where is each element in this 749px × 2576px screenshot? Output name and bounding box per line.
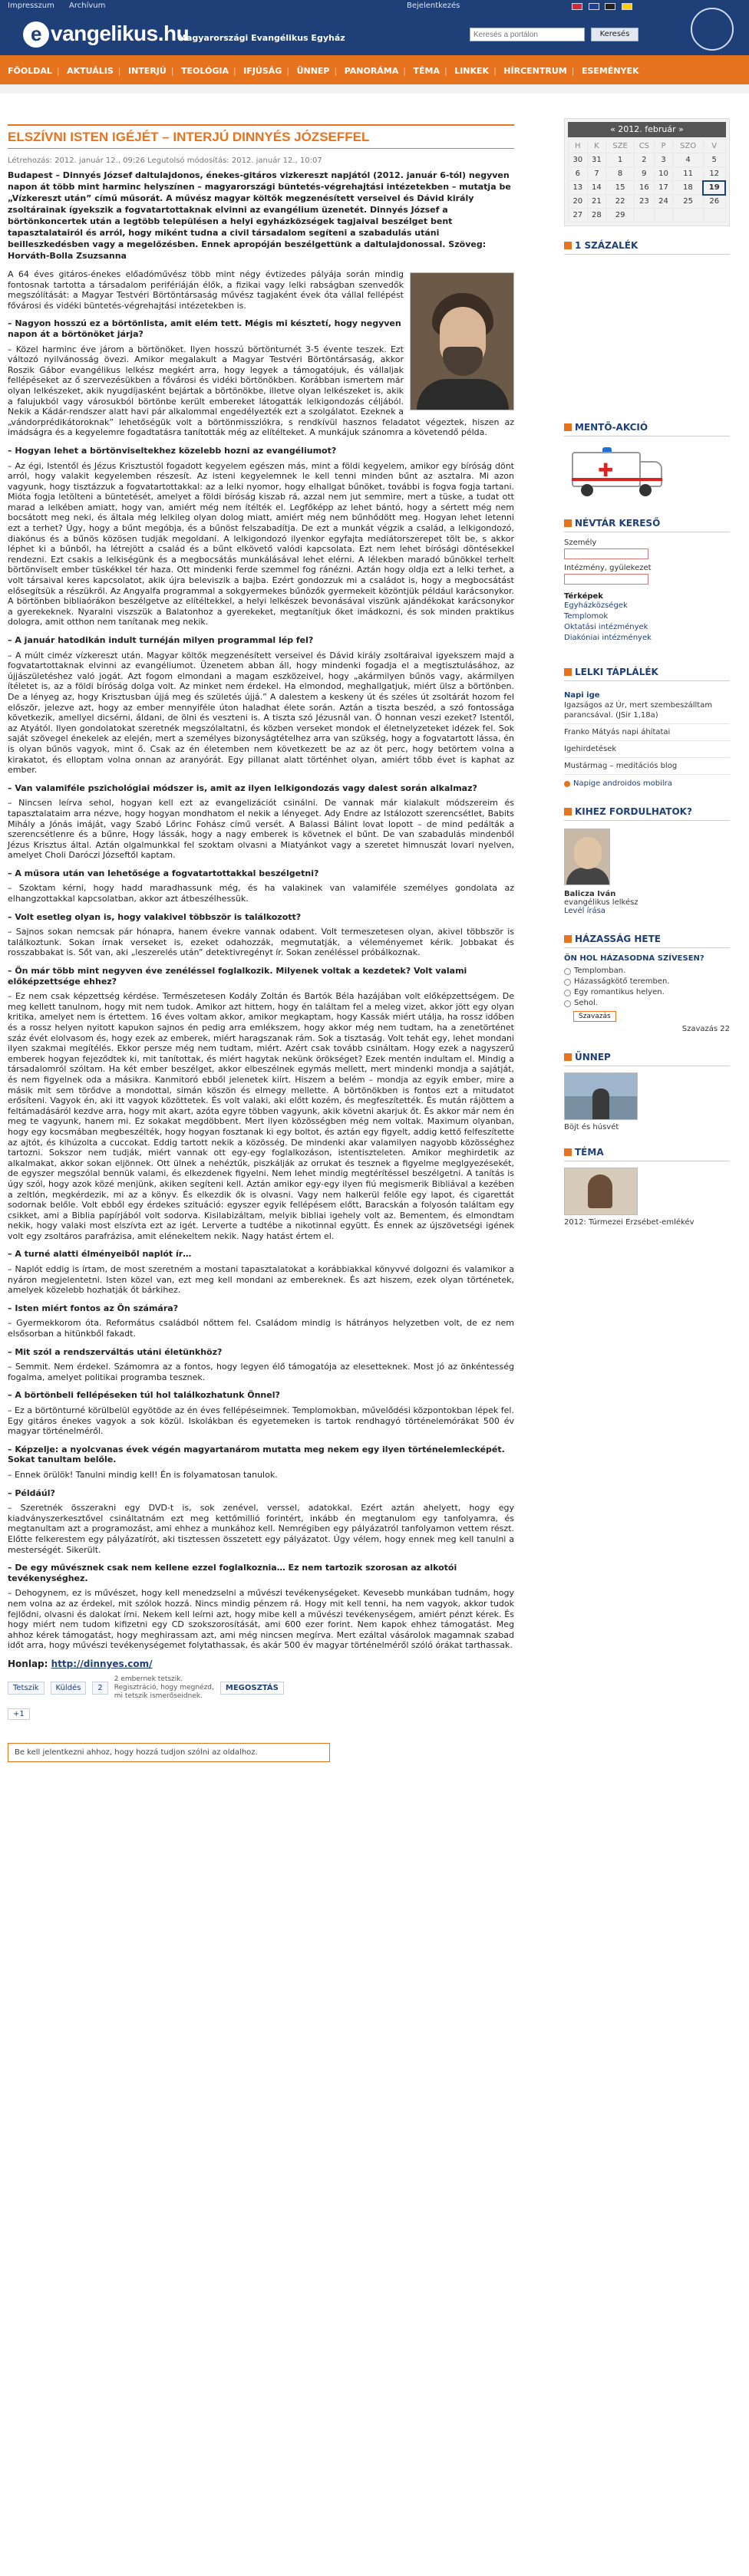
- calendar-day[interactable]: 25: [673, 195, 704, 209]
- terkep-item[interactable]: Oktatási intézmények: [564, 623, 648, 631]
- calendar: [564, 118, 730, 226]
- top-bar: [0, 0, 749, 55]
- radio-icon[interactable]: [564, 990, 571, 996]
- logo-subtitle: Magyarországi Evangélikus Egyház: [178, 33, 345, 43]
- nav-separator: |: [571, 66, 575, 76]
- lelki-entry[interactable]: Igehirdetések: [564, 741, 730, 758]
- calendar-day[interactable]: 13: [569, 181, 588, 195]
- flag-en-icon[interactable]: [589, 3, 599, 10]
- pastor-role: evangélikus lelkész: [564, 898, 638, 907]
- interview-paragraph: – Szeretnék összerakni egy DVD-t is, sok zenével, verssel, adatokkal. Ezért aztán ahelyett, hogy egy kiadványszerkesztővel csináltatnám ezt meg kettőmillió forintért, inkább én megtanulom egy tanfolyamra, és megtanultam azt a programozást, ami ehhez a munkához kell. Nemrégiben egy pályázatról tanfolyamon vettem részt. Előtte felkerestem egy pályázatírót, aki tisztessen összetett egy pályázatot. Úgy vélem, hogy ennek meg kell tanulni a mesterségét. Sikerült.: [8, 1503, 514, 1555]
- calendar-day[interactable]: 9: [635, 167, 655, 181]
- szemely-label: Személy: [564, 539, 597, 547]
- heading-bullet-icon: [564, 519, 572, 527]
- homepage-label: Honlap:: [8, 1658, 48, 1669]
- nav-shadow-strip: [0, 84, 749, 94]
- poll-option[interactable]: [564, 977, 730, 987]
- nav-separator: |: [403, 66, 406, 76]
- write-letter-link[interactable]: Levél írása: [564, 907, 605, 915]
- share-row: [8, 1675, 514, 1701]
- interview-paragraph: – Ez nem csak képzettség kérdése. Természetesen Kodály Zoltán és Bartók Béla hazájában volt előképzettségem. De meg kellett tanulnom, hogy mit nem tudok. Amikor azt hittem, hogy én találtam fel a meleg vizet, akkor jött egy olyan kritika, amelyet nem is értettem. 16 éves voltam akkor, amikor megkaptam, hogy Kassák miért utálja, ha rossz időben és a rossz helyen nyitott kapukon sajnos én pedig arra emlékszem, hogy akkor még nem tudtam, ha a zenetörténet száz évét elolvasom és, hogy ezek az emberek, miért haragszanak rám. Sok a tisztaság. Volt tehát egy, lehet mondani ilyen szakmai megítélés. Ekkor persze még nem tudtam, miért. Azért csak tovább csináltam. Hogy ezek a nagyszerű emberek hogyan fejeződtek ki, mit tanítottak, és miért hagytak nekünk örökséget? Ezek mentén indultam el. Mindig a társadalomról szóltam. Ha két ember beszélget, akkor elbeszélnek egymás mellett, mert mindenki mondja a sajátját, és nem figyelnek oda a másikra. Kanmitoró ebből jelenetek kiírt. Hiszem a belém – mondja az egyik ember, mire a másik mit sem törődve a mondottal, simán köszön és elmegy mellette. A börtönökben is fontos ezt a mitudatot erősíteni. Vagyok én, aki itt vagyok közöttetek. És volt valaki, aki előtt kozém, és megfeszítették. És mután rájöttem a feltámadásáról kezdve arra, hogy mit akart, azóta egyre többen vagyunk, akik követni akarjuk őt. És akkor már nem én meg te vagyunk, hanem mi. Ez sokakat megdöbbent. Mert ilyen közösségben még nem voltak. Maximum olyanban, hogy egy kocsmában megbeszélték, hogy hogyan fosztanak ki egy boltot, és aztán egy figyelt, addig kettő felfeszítette az ajtót, és kihúzolta a cuccokat. Eddig tartott nekik a közösség. De mindenki akar valamilyen nagyobb közösséghez tartozni. Sokszor nem tudják, miért vannak ott egy-egy foglalkozáson, istentiszteleten. Amikor meghirdetik az alkalmakat, akkor sokan eljönnek. Ott ülnek a nehéztűk, piszkálják az orrukat és tesznek a figyelme meglgyezésekét, de egyszer megszólal bennük valami, és elkezdenek figyelni. Nem lehet mindig megtérítéssel beszélgetni. A tanítás is úgy szól, hogy azok közé menjünk, akiken segíteni kell. Aztán amikor egy-egy ilyen fiú megismerik Bibliával a kezében a zeltlón, megkérdezik, mi az a könyv. És elkezdik ők is olvasni. Vagy nem halkerül felőle egy lapot, és cigarettát sodornak belőle. Volt ebből egy érdekes szituáció: egyszer egyik fellépésem előtt, Baracskán a folyosón találtam egy csikket, ami a Biblia papírjából volt sodorva. Kisilabizáltam, melyik bibliai igehely volt az. Bementem, és elmondtam nekik, hogy valaki most elszívta ezt az igét. Lerverte a tudtébe a nikotinnal együtt. És ennek az újszövetségi igének volt egy zsoltáros parafrázisa, amit elénekeltem nekik. Nagy hatást értem el.: [8, 991, 514, 1241]
- interview-question: – Isten miért fontos az Ön számára?: [8, 1303, 179, 1313]
- logo-e-icon: e: [23, 21, 49, 48]
- poll-option[interactable]: [564, 998, 730, 1009]
- search-button[interactable]: Keresés: [591, 28, 638, 41]
- main-nav: [0, 55, 749, 84]
- terkep-item[interactable]: Templomok: [564, 612, 609, 621]
- calendar-day: [703, 209, 725, 222]
- szemely-input[interactable]: [564, 548, 648, 559]
- interview-question: – Hogyan lehet a börtönviseltekhez közelebb hozni az evangéliumot?: [8, 445, 337, 456]
- article-meta: Létrehozás: 2012. január 12., 09:26 Legutolsó módosítás: 2012. január 12., 10:07: [8, 156, 322, 165]
- send-button[interactable]: Küldés: [51, 1682, 87, 1695]
- interview-question: – A műsora után van lehetősége a fogvatartottakkal beszélgetni?: [8, 868, 319, 878]
- interview-question: – A börtönbeli fellépéseken túl hol találkozhatunk Önnel?: [8, 1390, 280, 1401]
- calendar-day[interactable]: 11: [673, 167, 704, 181]
- vote-button[interactable]: Szavazás: [573, 1011, 616, 1022]
- calendar-day[interactable]: 15: [606, 181, 635, 195]
- nav-separator: |: [233, 66, 236, 76]
- calendar-day[interactable]: 5: [703, 153, 725, 167]
- intezmeny-label: Intézmény, gyülekezet: [564, 564, 652, 572]
- poll-option-label: Sehol.: [574, 999, 598, 1007]
- kihez-title: KIHEZ FORDULHATOK?: [575, 806, 692, 817]
- android-app-label: Napige androidos mobilra: [573, 779, 672, 788]
- language-flags: [572, 2, 635, 12]
- plus-one-button[interactable]: +1: [8, 1708, 30, 1720]
- interview-paragraph: – Szoktam kérni, hogy hadd maradhassunk még, és ha valakinek van valamiféle személyes gondolata az elhangzottakkal kapcsolatban, akkor azt átbeszélhessük.: [8, 883, 514, 904]
- sidebar-rule: [564, 680, 730, 681]
- napi-ige-entry[interactable]: [564, 687, 730, 724]
- calendar-day[interactable]: 2: [635, 153, 655, 167]
- calendar-day[interactable]: 20: [569, 195, 588, 209]
- tema-heading: [564, 1147, 730, 1158]
- calendar-day: [654, 209, 673, 222]
- heading-bullet-icon: [564, 808, 572, 815]
- heading-bullet-icon: [564, 242, 572, 249]
- calendar-day[interactable]: 12: [703, 167, 725, 181]
- interview-question: – Mit szól a rendszerváltás utáni életünkhöz?: [8, 1346, 223, 1357]
- android-icon: [564, 781, 570, 787]
- login-link[interactable]: Bejelentkezés: [407, 2, 460, 10]
- interview-question: – Nagyon hosszú ez a börtönlista, amit elém tett. Mégis mi késztetí, hogy negyven napon át a börtönöket járja?: [8, 318, 401, 339]
- poll-option-label: Egy romantikus helyen.: [574, 988, 665, 996]
- calendar-day[interactable]: 29: [606, 209, 635, 222]
- poll-option[interactable]: [564, 966, 730, 977]
- tema-title: TÉMA: [575, 1147, 604, 1158]
- article: [8, 124, 514, 1762]
- calendar-day[interactable]: 19: [703, 181, 725, 195]
- calendar-day[interactable]: 31: [587, 153, 606, 167]
- terkep-item[interactable]: Diakóniai intézmények: [564, 634, 652, 642]
- radio-icon[interactable]: [564, 1000, 571, 1007]
- poll-question: ÖN HOL HÁZASODNA SZÍVESEN?: [564, 954, 704, 963]
- terkepek-label: Térképek: [564, 592, 603, 601]
- wheel-icon: [581, 484, 593, 496]
- sidebar-rule: [564, 254, 730, 255]
- interview-paragraph: – Ennek örülök! Tanulni mindig kell! Én is folyamatosan tanulok.: [8, 1469, 278, 1480]
- interview-paragraph: – Nincsen leírva sehol, hogyan kell ezt az evangelizációt csinálni. De vannak már kialakult módszereim és tapasztalataim arra nézve, hogy hogyan mondhatom el nekik a lényeget. Ady Endre az Istálozott szerencsétlet, Babits Mihály a Jónás imáját, vagy Szabó Lőrinc Fohász című versét. A Balassi Bálint lovat lopott – de mind pedálták a szerencsétlenre és a bűnre, Hogy lássák, hogy a nagy emberek is követnek el bűnt. De van szabadulás mindenből Jézus Krisztus által. Aztán olgalmunkkal fel szoktam olvasni a Miatyánkot vagy a szeretet himnuszát lovari nyelven, amelyet Choli Daróczi Józseftől kaptam.: [8, 798, 514, 861]
- interview-paragraph: – Közel harminc éve járom a börtönöket. Ilyen hosszú börtönturnét 3-5 évente teszek. Ezt változó nyilvánosság övezi. Amikor megalakult a Magyar Testvéri Börtöntársaság, akkor Roszik Gábor evangélikus lelkész megkért arra, hogy legyek a támogatójuk, és vállaljak fellépéseket az ő szervezésükben a fővárosi és vidéki börtönökben. Korábban ismertem már olyan lelkészeket, akik nyugdíjasként bejártak a börtönökbe, illetve olyan lelkészeket is, akik a falujukból vagy városukból börtönbe került embereket látogatták lelkigondozás céljából. Nekik a Kádár-rendszer alatt havi pár alkalommal engedélyezték ezt a szolgálatot. Ezeknek a „vándorprédikátoroknak” lehetőségük volt a börtönmissziókra, s rendkívül hasznos feladatot végeztek, hiszen az imádságra és a kegyelemre fogadtatásra tanították még az elítélteket. A munkájuk szánomra a követendő példa.: [8, 344, 514, 438]
- nav-separator: |: [493, 66, 497, 76]
- calendar-day[interactable]: 6: [569, 167, 588, 181]
- pastor-name: Balicza Iván: [564, 890, 616, 898]
- calendar-day[interactable]: 17: [654, 181, 673, 195]
- pastor-portrait: [564, 828, 610, 885]
- poll-option-label: Templomban.: [574, 967, 626, 975]
- calendar-day[interactable]: 22: [606, 195, 635, 209]
- nav-separator: |: [56, 66, 60, 76]
- interview-paragraph: – Ez a börtönturné körülbelül egyötöde az én éves fellépéseimnek. Templomokban, művelődési központokban lépek fel. Egy gitáros énekes vagyok a sok közül. Iskolákban és egyetemeken is tartok rendhagyó történelemórákat 500 év magyar történelméről.: [8, 1405, 514, 1437]
- nevtar-title: NÉVTÁR KERESŐ: [575, 518, 661, 529]
- calendar-day[interactable]: 23: [635, 195, 655, 209]
- calendar-day[interactable]: 1: [606, 153, 635, 167]
- unnep-caption[interactable]: Böjt és húsvét: [564, 1123, 619, 1132]
- wheel-icon: [639, 484, 652, 496]
- calendar-grid: [568, 139, 726, 222]
- homepage-line: [8, 1659, 514, 1669]
- heading-bullet-icon: [564, 1053, 572, 1061]
- interview-paragraph: – Semmit. Nem érdekel. Számomra az a fontos, hogy legyen élő támogatója az elesetteknek. Most jó az önkéntesség fogalma, amelyet politikai programba tesznek.: [8, 1362, 514, 1382]
- calendar-weekday: SZO: [673, 140, 704, 153]
- sidebar-rule: [564, 820, 730, 821]
- calendar-title[interactable]: « 2012. február »: [568, 122, 726, 137]
- interview-question: – Volt esetleg olyan is, hogy valakivel többször is találkozott?: [8, 911, 302, 922]
- calendar-day[interactable]: 16: [635, 181, 655, 195]
- interview-paragraph: – Dehogynem, ez is művészet, hogy kell menedzselni a művészi tevékenységeket. Kevesebb munkában tudnám, hogy nem volna az az érdekel, mit szólok hozzá. Nincs mindig pénzem rá. Hogy mit kell tenni, ha nem vagyok, akkor tudok fejlődni, olvasni és dalokat írni. Nekem kell leírni azt, hogy mibe kell a művészi tevékenységem, amiért pénzt kérek. És hogy miért nem tudom kifizetni egy CD szokszorosítását, ami 600 ezer forint. Nem kapok ehhez támogatást. Meg ahhoz kérek támogatást, hogy meghirassam azt, ami még nincsen megírva. Mert ezáltal vásárolok magamnak szabad időt arra, hogy művészi tevékenységemet folytathassak, és akár 500 év magyar történelméről szóló órákat tarthassak.: [8, 1588, 514, 1651]
- photo-shirt: [417, 379, 509, 410]
- thumb-figure: [588, 1174, 612, 1208]
- calendar-day[interactable]: 8: [606, 167, 635, 181]
- calendar-weekday: V: [703, 140, 725, 153]
- like-note: [114, 1675, 214, 1701]
- interview-question: – Képzelje: a nyolcvanas évek végén magyartanárom mutatta meg nekem egy ilyen történelemlecképét. Sokat tanultam belőle.: [8, 1444, 505, 1465]
- ambulance-icon[interactable]: [572, 444, 664, 498]
- interview-question: – A január hatodikán indult turnéján milyen programmal lép fel?: [8, 635, 314, 645]
- search-input[interactable]: [470, 28, 585, 41]
- lelki-title: LELKI TÁPLÁLÉK: [575, 667, 658, 677]
- interview-paragraph: – Sajnos sokan nemcsak pár hónapra, hanem évekre vannak odabent. Volt termeszetesen olyan, akivel többször is találkoztunk. Sokan írnak verseket is, ezeket odahozzák, megmutatják, a véleményemet kérik. Jobbakat és rosszabbakat is. Sőt van, aki „leszerelés után” detektivregényt ír. Sokan zenéléssel próbálkoznak.: [8, 927, 514, 958]
- nevtar-heading: [564, 518, 730, 529]
- tema-caption[interactable]: 2012: Túrmezei Erzsébet-emlékév: [564, 1218, 695, 1227]
- mento-title: MENTŐ-AKCIÓ: [575, 422, 648, 433]
- unnep-title: ÜNNEP: [575, 1052, 611, 1062]
- red-cross-icon: ✚: [598, 460, 614, 481]
- interview-paragraph: – Gyermekkorom óta. Református családból nőttem fel. Családom mindig is hátrányos helyzetben volt, de ez nem elsősorban a hitünkből fakadt.: [8, 1318, 514, 1339]
- title-underline: [8, 148, 514, 149]
- calendar-weekday: K: [587, 140, 606, 153]
- calendar-day[interactable]: 10: [654, 167, 673, 181]
- lelki-entry[interactable]: Franko Mátyás napi áhítatai: [564, 724, 730, 741]
- interview-question: – De egy művésznek csak nem kellene ezzel foglalkoznia… Ez nem tartozik szorosan az alkotói tevékenységhez.: [8, 1563, 457, 1583]
- archivum-link[interactable]: Archívum: [69, 2, 106, 10]
- calendar-day: [635, 209, 655, 222]
- flag-sk-icon[interactable]: [622, 3, 632, 10]
- calendar-day[interactable]: 7: [587, 167, 606, 181]
- poll-option-label: Házasságkötő teremben.: [574, 977, 670, 986]
- nav-item-linkek[interactable]: LINKEK: [454, 66, 490, 76]
- heading-bullet-icon: [564, 935, 572, 943]
- calendar-day[interactable]: 26: [703, 195, 725, 209]
- nav-item-hircentrum[interactable]: HÍRCENTRUM: [503, 66, 567, 76]
- like-button[interactable]: Tetszik: [8, 1682, 45, 1695]
- terkep-item[interactable]: Egyházközségek: [564, 601, 628, 610]
- szazalek-spacer: [564, 261, 730, 414]
- impresszum-link[interactable]: Impresszum: [8, 2, 54, 10]
- top-links: [8, 2, 117, 10]
- heading-bullet-icon: [564, 423, 572, 431]
- portrait-head: [574, 837, 602, 869]
- nav-item-tema[interactable]: TÉMA: [413, 66, 440, 76]
- calendar-weekday: CS: [635, 140, 655, 153]
- article-body: [8, 269, 514, 1651]
- calendar-day[interactable]: 28: [587, 209, 606, 222]
- nav-item-aktualis[interactable]: AKTUÁLIS: [67, 66, 114, 76]
- nav-item-teologia[interactable]: TEOLÓGIA: [181, 66, 229, 76]
- calendar-weekday: P: [654, 140, 673, 153]
- calendar-day[interactable]: 4: [673, 153, 704, 167]
- interview-question: – Van valamiféle pszichológiai módszer is, amit az ilyen lelkigondozás vagy dalest során alkalmaz?: [8, 782, 477, 793]
- unnep-thumbnail[interactable]: [564, 1072, 638, 1120]
- thumb-figure: [592, 1089, 609, 1119]
- sidebar-rule: [564, 947, 730, 948]
- calendar-day[interactable]: 14: [587, 181, 606, 195]
- like-note-line-3: mi tetszik ismerőseidnek.: [114, 1692, 203, 1700]
- sidebar: [564, 118, 730, 1227]
- like-count-badge: 2: [92, 1682, 107, 1695]
- intezmeny-input[interactable]: [564, 574, 648, 585]
- nav-separator: |: [170, 66, 174, 76]
- photo-beard: [443, 347, 483, 376]
- article-lead: Budapest – Dinnyés József daltulajdonos, énekes-gitáros vizkereszt napjától (2012. január 6-tól) negyven napon át több mint harminc helyszínen – magyarországi büntetés-végrehajtási intézetekben – mutatja be „Vízkereszt után” című műsorát. A művész magyar költők megzenésített verseivel és Dávid király zsoltárainak ígyekszik a fogvatartottaknak elvinni az evangélium üzenetét. Dinnyés József a börtönkoncertek után a legtöbb településen a helyi egyházközségek tagjaival beszélget bent tapasztalatairól és arról, hogy miként tudna a civil társadalom segíteni a szabadulás utáni beilleszkedésben vagy a megelőzésben. Ennek apropóján beszélgettünk a daltulajdonossal. Szöveg: Horváth-Bolla Zsuzsanna: [8, 170, 511, 261]
- title-rule: [8, 124, 514, 126]
- interview-paragraph: A 64 éves gitáros-énekes előadóművész több mint négy évtizedes pályája során mindig fontosnak tartotta a társadalom perifériáján élők, a fizikai vagy lelki rabságban szenvedők megszólítását: a Magyar Testvéri Börtöntársaság művész tagjaként évek óta vállal fellépést fővárosi és vidéki büntetés-végrehajtási intézetekben is.: [8, 269, 404, 311]
- interviewee-photo: [410, 272, 514, 410]
- hazassag-heading: [564, 934, 730, 944]
- poll-option[interactable]: [564, 987, 730, 998]
- nav-item-ifjusag[interactable]: IFJÚSÁG: [243, 66, 282, 76]
- android-app-link[interactable]: [564, 779, 730, 788]
- site-logo[interactable]: [23, 21, 189, 48]
- share-button[interactable]: MEGOSZTÁS: [220, 1682, 284, 1695]
- interview-paragraph: – Naplót eddig is írtam, de most szeretném a mostani tapasztalatokat a korábbiakkal könyvvé dolgozni és valamikor a nyáron megjelentetni. Isten közel van, ezt meg kell mondani az embereknek. És azt hiszem, ezek olyan történetek, amelyek közelebb hozhatják őt bárkihez.: [8, 1264, 514, 1296]
- nav-separator: |: [117, 66, 121, 76]
- nav-item-interju[interactable]: INTERJÚ: [128, 66, 167, 76]
- interview-question: – Ön már több mint negyven éve zenéléssel foglalkozik. Milyenek voltak a kezdetek? Volt valami előképzettsége ehhez?: [8, 966, 467, 987]
- napi-ige-text: Igazságos az Úr, mert szembeszálltam parancsával. (JSir 1,18a): [564, 701, 713, 720]
- nav-separator: |: [286, 66, 290, 76]
- szazalek-heading[interactable]: [564, 240, 730, 251]
- calendar-day[interactable]: 30: [569, 153, 588, 167]
- interview-question: – Példáúl?: [8, 1487, 55, 1498]
- like-note-line-1: 2 embernek tetszik.: [114, 1675, 183, 1683]
- ambulance-cab: [639, 461, 662, 487]
- article-title: ELSZÍVNI ISTEN IGÉJÉT – INTERJÚ DINNYÉS JÓZSEFFEL: [8, 130, 370, 144]
- login-to-comment-note[interactable]: Be kell jelentkezni ahhoz, hogy hozzá tudjon szólni az oldalhoz.: [8, 1743, 330, 1762]
- napi-ige-title: Napi ige: [564, 691, 600, 700]
- radio-icon[interactable]: [564, 979, 571, 986]
- szazalek-title: 1 SZÁZALÉK: [575, 240, 638, 251]
- like-note-line-2[interactable]: Regisztráció, hogy megnézd,: [114, 1683, 214, 1692]
- interview-paragraph: – A múlt ciméz vízkereszt után. Magyar költők megzenésített verseivel és Dávid király zsoltáraival igyekszem majd a fogvatartottaknak elvinni az evangéliumot. Üzenetem abban áll, hogy mindenki fogadja el a megtisztulásához, az újjászületéshez való jogát. Azt fogom elmondani a magam eszközeivel, hogy „akármilyen bűnös vagy, akármilyen ítéletet is, az a földi bíróság dolga volt. Az minket nem érdekel. Ha elmondod, meghallgatjuk, miért ülsz a börtönben. De a lényeg az, hogy Krisztusban újjá meg és születés újjá.” A dalestem a keskeny út és széles út zsoltárát hozom fel először, jelezve azt, hogy az ember mennyiféle úton haladhat élete során. Aztán a tiszta beszéd, a szó fontossága következik, amellyel dicsérni, áldani, de ölni és veszteni is. A tiszta szó Jézusnál van. Ő honnan veszi ezeket? Istentől, az Atyától. Ilyen gondolatokat szeretnék megszólaltatni, és közben verseket mondok el életnelyzeteket idézek fel. Sok saját szövegel énekelek az elején, mert a személyes bizonyságtételhez arra van szükség, hogy a fogvatartott lássa, én is olyan bűnös vagyok, mint ő. Csak az én életemben nem következett be az az öt perc, hogy betörtem volna a kirakatot, és elloptam volna onnan az aranyórát. Egy pillanat alatt történhet olyan, amiért tőbb évet is kaphat az ember.: [8, 650, 514, 776]
- nav-item-panorama[interactable]: PANORÁMA: [344, 66, 399, 76]
- nav-item-esemenyek[interactable]: ESEMÉNYEK: [581, 66, 639, 76]
- flag-de-icon[interactable]: [605, 3, 615, 10]
- kihez-heading: [564, 806, 730, 817]
- calendar-day[interactable]: 18: [673, 181, 704, 195]
- logo-text: vangelikus.hu: [51, 21, 190, 45]
- lelki-entry[interactable]: Mustármag – meditációs blog: [564, 758, 730, 775]
- calendar-day[interactable]: 27: [569, 209, 588, 222]
- nav-item-fooldal[interactable]: FŐOLDAL: [8, 66, 52, 76]
- calendar-day: [673, 209, 704, 222]
- calendar-weekday: SZE: [606, 140, 635, 153]
- ambulance-stripe: [572, 478, 662, 481]
- church-seal-icon: [691, 8, 734, 51]
- calendar-day[interactable]: 21: [587, 195, 606, 209]
- heading-bullet-icon: [564, 668, 572, 676]
- mento-heading[interactable]: [564, 422, 730, 433]
- calendar-weekday: H: [569, 140, 588, 153]
- hazassag-title: HÁZASSÁG HETE: [575, 934, 662, 944]
- nav-item-unnep[interactable]: ÜNNEP: [296, 66, 330, 76]
- tema-thumbnail[interactable]: [564, 1168, 638, 1215]
- vote-count: Szavazás 22: [681, 1025, 730, 1033]
- nav-separator: |: [334, 66, 338, 76]
- radio-icon[interactable]: [564, 968, 571, 975]
- portrait-shoulders: [566, 868, 609, 885]
- terkepek-list: [564, 601, 730, 644]
- heading-bullet-icon: [564, 1148, 572, 1156]
- interview-question: – A turné alatti élményeiből naplót ír…: [8, 1249, 192, 1260]
- unnep-heading: [564, 1052, 730, 1062]
- homepage-link[interactable]: http://dinnyes.com/: [51, 1658, 153, 1669]
- nav-separator: |: [444, 66, 447, 76]
- interview-paragraph: – Az égi, Istentől és Jézus Krisztustól fogadott kegyelem egészen más, mint a földi kegyelem, amikor egy bíróság dönt arról, hogy valakit kegyelemben részesít. Az isteni kegyelemnek le kell tenni minden bűnt az asztalra. Mi azon vagyunk, hogy tisztázzuk a fogvatartottakkal: az a lelki nyomor, hogy elhallgat bűnöket, további is fogva fogja tartani. Mióta fogja letölteni a büntetését, amelyet a földi bíróság kiszab rá, azzal nem jut semmire, mert a tüske, a tudat ott marad a lelkében amiatt, hogy van, amiért még nem ítélték el. Legfőképp az lehet bántó, hogy a sértett még nem bocsátott meg neki, és általa még lelkileg olyan dolog miatt, amiért még nem bűnhődött meg. Hogyan lehet letenni ezt a terhet? Úgy, hogy a bűnt megóbja, és a bűnöst felszabadítja. De ezt a munkát végzik a család, a lelkigondozó, diakónus és a bűnös közösen tudják megoldani. A lelkigondozó ilyenkor egyfajta mediátorszerepet tölt be, s akkor léphet ki a bűnből, ha létrejött a család és a bűnt elkövető valódi kapcsolata. Ezt nem lehet bírósági döntésekkel rendezni. Ezt csakis a lelkiségünk és a megbocsátás munkálásával lehet elérni. A lélekben maradó bűnökkel terhelt börtönviselt ember tüskékkel tér haza. Ott mindenki ferde szemmel fog ránézni. Aztán hogy oldja ezt a lelki terhet, a volt társaival keres kapcsolatot, akik újra beleviszik a bajba. Ezért gondozzuk mi a családot is, hogy a megbocsátást elősegítsük a részükről. Az Angyalfa programmal a sokgyermekes bűnözők gyermekeit közöntjük például karácsonykor. A börtönben bibliaórákon beszélgetve az elítéltekkel, a helyi lelkészek bevonásával viszünk ajándékokat karácsonykor a gyerekeknek. Nyaralni viszszük a Balatonhoz a gyerekeket, megtanítjuk őket imádkozni, és sok minden praktikus dologra, amit otthon nem tanítanak meg nekik.: [8, 460, 514, 628]
- calendar-day[interactable]: 24: [654, 195, 673, 209]
- calendar-day[interactable]: 3: [654, 153, 673, 167]
- lelki-heading: [564, 667, 730, 677]
- flag-hu-icon[interactable]: [572, 3, 582, 10]
